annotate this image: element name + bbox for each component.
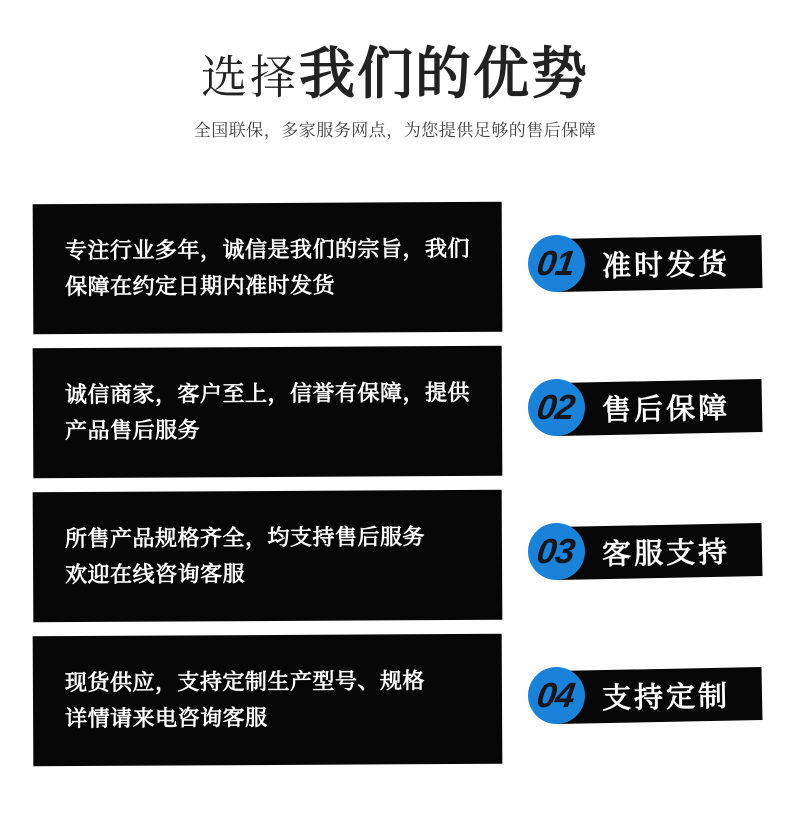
feature-label-bar <box>556 235 763 292</box>
feature-description: 诚信商家，客户至上，信誉有保障，提供 产品售后服务 <box>64 379 470 444</box>
feature-label-bar <box>556 379 763 436</box>
feature-description-panel <box>33 490 503 622</box>
feature-label-bar <box>556 667 763 724</box>
feature-label-bar <box>556 523 763 580</box>
feature-row <box>0 203 790 333</box>
feature-label: 售后保障 <box>601 392 731 428</box>
page-title <box>0 42 790 105</box>
feature-description-panel <box>33 202 503 334</box>
feature-description-panel <box>33 634 503 766</box>
feature-row <box>0 635 790 765</box>
feature-number: 02 <box>533 387 577 427</box>
feature-number-circle <box>528 667 585 724</box>
feature-number-circle <box>528 379 585 436</box>
feature-row <box>0 491 790 621</box>
banner-header <box>0 42 790 141</box>
page-title-light: 选择 <box>201 51 299 103</box>
feature-number: 01 <box>533 243 577 283</box>
page-title-bold: 我们的优势 <box>299 42 589 105</box>
feature-description: 专注行业多年，诚信是我们的宗旨，我们 保障在约定日期内准时发货 <box>64 235 470 300</box>
feature-number: 03 <box>533 531 577 571</box>
feature-label: 准时发货 <box>601 248 731 284</box>
feature-description: 所售产品规格齐全，均支持售后服务 欢迎在线咨询客服 <box>64 524 425 588</box>
feature-number: 04 <box>533 675 577 715</box>
feature-number-circle <box>528 235 585 292</box>
feature-description: 现货供应，支持定制生产型号、规格 详情请来电咨询客服 <box>64 668 425 732</box>
feature-number-circle <box>528 523 585 580</box>
feature-description-panel <box>33 346 503 478</box>
page-subtitle: 全国联保，多家服务网点，为您提供足够的售后保障 <box>193 121 597 140</box>
feature-row <box>0 347 790 477</box>
feature-label: 客服支持 <box>601 536 731 572</box>
feature-label: 支持定制 <box>601 680 731 716</box>
